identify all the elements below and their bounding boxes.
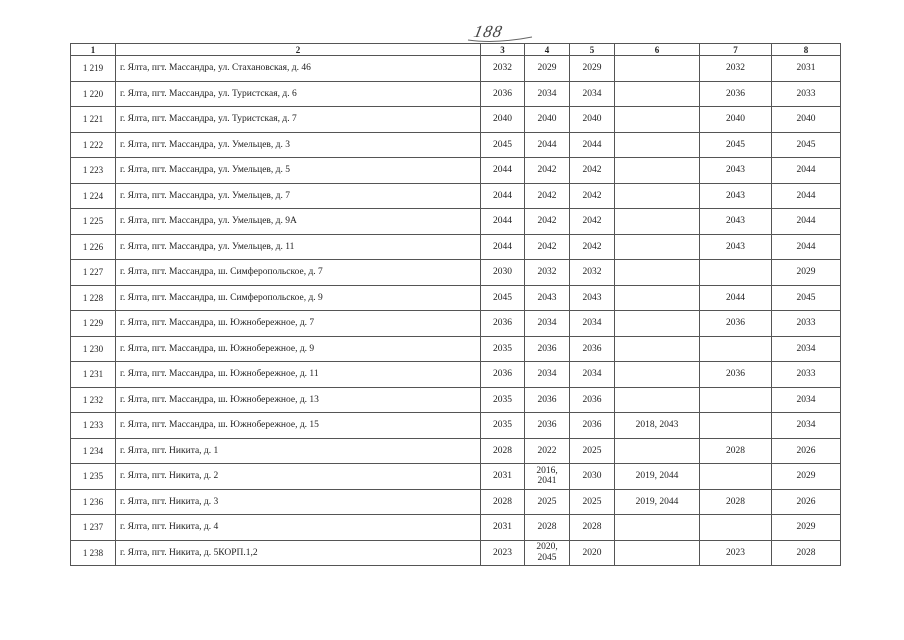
address-cell: г. Ялта, пгт. Никита, д. 2 (116, 464, 481, 490)
year-cell (615, 209, 700, 235)
year-cell: 2028 (481, 438, 525, 464)
year-cell (615, 183, 700, 209)
year-cell: 2032 (700, 56, 772, 82)
year-cell: 2044 (772, 234, 841, 260)
year-cell: 2025 (570, 489, 615, 515)
year-cell: 2026 (772, 438, 841, 464)
year-cell: 2036 (570, 413, 615, 439)
row-number: 1 224 (71, 183, 116, 209)
year-cell: 2034 (570, 362, 615, 388)
year-cell: 2034 (772, 387, 841, 413)
year-cell: 2034 (525, 362, 570, 388)
year-cell: 2032 (525, 260, 570, 286)
year-cell: 2036 (700, 81, 772, 107)
year-cell: 2044 (481, 234, 525, 260)
table-row (71, 362, 841, 388)
row-number: 1 219 (71, 56, 116, 82)
year-cell (700, 413, 772, 439)
year-cell (700, 515, 772, 541)
year-cell: 2043 (570, 285, 615, 311)
year-cell: 2028 (525, 515, 570, 541)
year-cell: 2034 (772, 413, 841, 439)
year-cell: 2034 (570, 311, 615, 337)
table-row (71, 56, 841, 82)
address-cell: г. Ялта, пгт. Никита, д. 4 (116, 515, 481, 541)
year-cell: 2040 (525, 107, 570, 133)
year-cell (615, 285, 700, 311)
year-cell: 2044 (481, 158, 525, 184)
year-cell: 2029 (570, 56, 615, 82)
year-cell (700, 336, 772, 362)
year-cell: 2035 (481, 413, 525, 439)
year-cell: 2023 (481, 540, 525, 566)
col-header: 7 (700, 44, 772, 56)
year-cell: 2032 (570, 260, 615, 286)
address-cell: г. Ялта, пгт. Массандра, ул. Умельцев, д. 7 (116, 183, 481, 209)
year-cell: 2040 (481, 107, 525, 133)
year-cell: 2020 (570, 540, 615, 566)
year-cell: 2034 (525, 81, 570, 107)
address-cell: г. Ялта, пгт. Массандра, ш. Южнобережное, д. 7 (116, 311, 481, 337)
year-cell: 2036 (481, 311, 525, 337)
year-cell: 2040 (570, 107, 615, 133)
row-number: 1 233 (71, 413, 116, 439)
address-cell: г. Ялта, пгт. Никита, д. 1 (116, 438, 481, 464)
year-cell: 2035 (481, 387, 525, 413)
table-row (71, 158, 841, 184)
address-cell: г. Ялта, пгт. Массандра, ул. Умельцев, д. 11 (116, 234, 481, 260)
year-cell: 2028 (700, 489, 772, 515)
table-row (71, 260, 841, 286)
table-row (71, 234, 841, 260)
col-header: 1 (71, 44, 116, 56)
year-cell: 2033 (772, 362, 841, 388)
year-cell (615, 336, 700, 362)
year-cell: 2036 (481, 362, 525, 388)
year-cell: 2044 (700, 285, 772, 311)
year-cell: 2026 (772, 489, 841, 515)
row-number: 1 232 (71, 387, 116, 413)
year-cell: 2044 (481, 209, 525, 235)
year-cell: 2031 (772, 56, 841, 82)
page-number: 188 (472, 22, 505, 41)
address-cell: г. Ялта, пгт. Массандра, ул. Туристская, д. 7 (116, 107, 481, 133)
address-cell: г. Ялта, пгт. Массандра, ш. Южнобережное, д. 11 (116, 362, 481, 388)
year-cell: 2042 (525, 158, 570, 184)
table-row (71, 336, 841, 362)
year-cell: 2033 (772, 311, 841, 337)
year-cell: 2018, 2043 (615, 413, 700, 439)
year-cell (615, 260, 700, 286)
year-cell: 2034 (525, 311, 570, 337)
row-number: 1 227 (71, 260, 116, 286)
row-number: 1 228 (71, 285, 116, 311)
year-cell: 2032 (481, 56, 525, 82)
year-cell: 2044 (772, 158, 841, 184)
table-row (71, 107, 841, 133)
year-cell: 2036 (570, 336, 615, 362)
address-cell: г. Ялта, пгт. Массандра, ш. Симферопольское, д. 9 (116, 285, 481, 311)
col-header: 8 (772, 44, 841, 56)
table-row (71, 464, 841, 490)
year-cell: 2019, 2044 (615, 489, 700, 515)
year-cell (615, 387, 700, 413)
year-cell: 2045 (700, 132, 772, 158)
year-cell: 2042 (570, 158, 615, 184)
year-cell (615, 234, 700, 260)
row-number: 1 235 (71, 464, 116, 490)
year-cell (700, 260, 772, 286)
year-cell (615, 362, 700, 388)
address-cell: г. Ялта, пгт. Массандра, ул. Туристская, д. 6 (116, 81, 481, 107)
row-number: 1 221 (71, 107, 116, 133)
address-cell: г. Ялта, пгт. Массандра, ш. Южнобережное, д. 9 (116, 336, 481, 362)
year-cell: 2040 (772, 107, 841, 133)
year-cell: 2029 (772, 515, 841, 541)
address-cell: г. Ялта, пгт. Никита, д. 5КОРП.1,2 (116, 540, 481, 566)
table-row (71, 387, 841, 413)
row-number: 1 238 (71, 540, 116, 566)
table-row (71, 515, 841, 541)
table-row (71, 285, 841, 311)
year-cell (700, 464, 772, 490)
year-cell: 2042 (570, 234, 615, 260)
row-number: 1 237 (71, 515, 116, 541)
year-cell: 2044 (481, 183, 525, 209)
table-row (71, 209, 841, 235)
year-cell: 2043 (700, 234, 772, 260)
row-number: 1 229 (71, 311, 116, 337)
year-cell: 2036 (525, 413, 570, 439)
table-row (71, 438, 841, 464)
year-cell: 2042 (525, 234, 570, 260)
address-cell: г. Ялта, пгт. Массандра, ул. Умельцев, д. 3 (116, 132, 481, 158)
address-cell: г. Ялта, пгт. Массандра, ул. Умельцев, д. 9А (116, 209, 481, 235)
year-cell: 2045 (481, 285, 525, 311)
year-cell (615, 540, 700, 566)
row-number: 1 234 (71, 438, 116, 464)
row-number: 1 236 (71, 489, 116, 515)
year-cell: 2044 (570, 132, 615, 158)
table-row (71, 81, 841, 107)
col-header: 4 (525, 44, 570, 56)
col-header: 3 (481, 44, 525, 56)
year-cell: 2034 (570, 81, 615, 107)
year-cell (700, 387, 772, 413)
year-cell (615, 438, 700, 464)
year-cell: 2036 (525, 387, 570, 413)
row-number: 1 220 (71, 81, 116, 107)
year-cell: 2022 (525, 438, 570, 464)
year-cell: 2035 (481, 336, 525, 362)
row-number: 1 231 (71, 362, 116, 388)
year-cell: 2028 (481, 489, 525, 515)
year-cell: 2044 (525, 132, 570, 158)
year-cell: 2036 (525, 336, 570, 362)
year-cell: 2036 (700, 362, 772, 388)
year-cell: 2036 (481, 81, 525, 107)
year-cell: 2036 (700, 311, 772, 337)
year-cell: 2028 (570, 515, 615, 541)
year-cell (615, 81, 700, 107)
table-row (71, 540, 841, 566)
year-cell: 2025 (570, 438, 615, 464)
year-cell: 2045 (481, 132, 525, 158)
year-cell: 2029 (772, 260, 841, 286)
year-cell: 2043 (700, 209, 772, 235)
row-number: 1 230 (71, 336, 116, 362)
year-cell (615, 158, 700, 184)
year-cell: 2028 (772, 540, 841, 566)
handwritten-page-number (466, 18, 536, 44)
table-body (71, 56, 841, 566)
year-cell: 2023 (700, 540, 772, 566)
address-cell: г. Ялта, пгт. Массандра, ул. Стахановская, д. 46 (116, 56, 481, 82)
year-cell (615, 107, 700, 133)
year-cell (615, 132, 700, 158)
year-cell: 2044 (772, 183, 841, 209)
year-cell: 2030 (481, 260, 525, 286)
table-row (71, 132, 841, 158)
year-cell: 2045 (772, 285, 841, 311)
year-cell: 2034 (772, 336, 841, 362)
header-row (71, 44, 841, 56)
year-cell: 2042 (570, 209, 615, 235)
year-cell: 2025 (525, 489, 570, 515)
year-cell: 2040 (700, 107, 772, 133)
year-cell: 2016, 2041 (525, 464, 570, 490)
year-cell: 2029 (525, 56, 570, 82)
year-cell: 2042 (525, 183, 570, 209)
year-cell: 2033 (772, 81, 841, 107)
col-header: 6 (615, 44, 700, 56)
year-cell: 2031 (481, 515, 525, 541)
year-cell (615, 311, 700, 337)
year-cell: 2043 (525, 285, 570, 311)
address-cell: г. Ялта, пгт. Массандра, ш. Южнобережное, д. 13 (116, 387, 481, 413)
table-row (71, 489, 841, 515)
table-row (71, 311, 841, 337)
col-header: 2 (116, 44, 481, 56)
year-cell: 2043 (700, 158, 772, 184)
year-cell (615, 515, 700, 541)
address-cell: г. Ялта, пгт. Массандра, ш. Симферопольское, д. 7 (116, 260, 481, 286)
year-cell: 2030 (570, 464, 615, 490)
table-row (71, 413, 841, 439)
year-cell: 2036 (570, 387, 615, 413)
row-number: 1 222 (71, 132, 116, 158)
year-cell: 2028 (700, 438, 772, 464)
year-cell: 2044 (772, 209, 841, 235)
row-number: 1 225 (71, 209, 116, 235)
year-cell: 2031 (481, 464, 525, 490)
col-header: 5 (570, 44, 615, 56)
year-cell: 2020, 2045 (525, 540, 570, 566)
year-cell: 2045 (772, 132, 841, 158)
year-cell: 2042 (525, 209, 570, 235)
year-cell: 2042 (570, 183, 615, 209)
year-cell (615, 56, 700, 82)
address-cell: г. Ялта, пгт. Массандра, ш. Южнобережное, д. 15 (116, 413, 481, 439)
year-cell: 2043 (700, 183, 772, 209)
row-number: 1 223 (71, 158, 116, 184)
address-cell: г. Ялта, пгт. Массандра, ул. Умельцев, д. 5 (116, 158, 481, 184)
row-number: 1 226 (71, 234, 116, 260)
data-table (70, 43, 841, 566)
year-cell: 2019, 2044 (615, 464, 700, 490)
year-cell: 2029 (772, 464, 841, 490)
address-cell: г. Ялта, пгт. Никита, д. 3 (116, 489, 481, 515)
table-row (71, 183, 841, 209)
